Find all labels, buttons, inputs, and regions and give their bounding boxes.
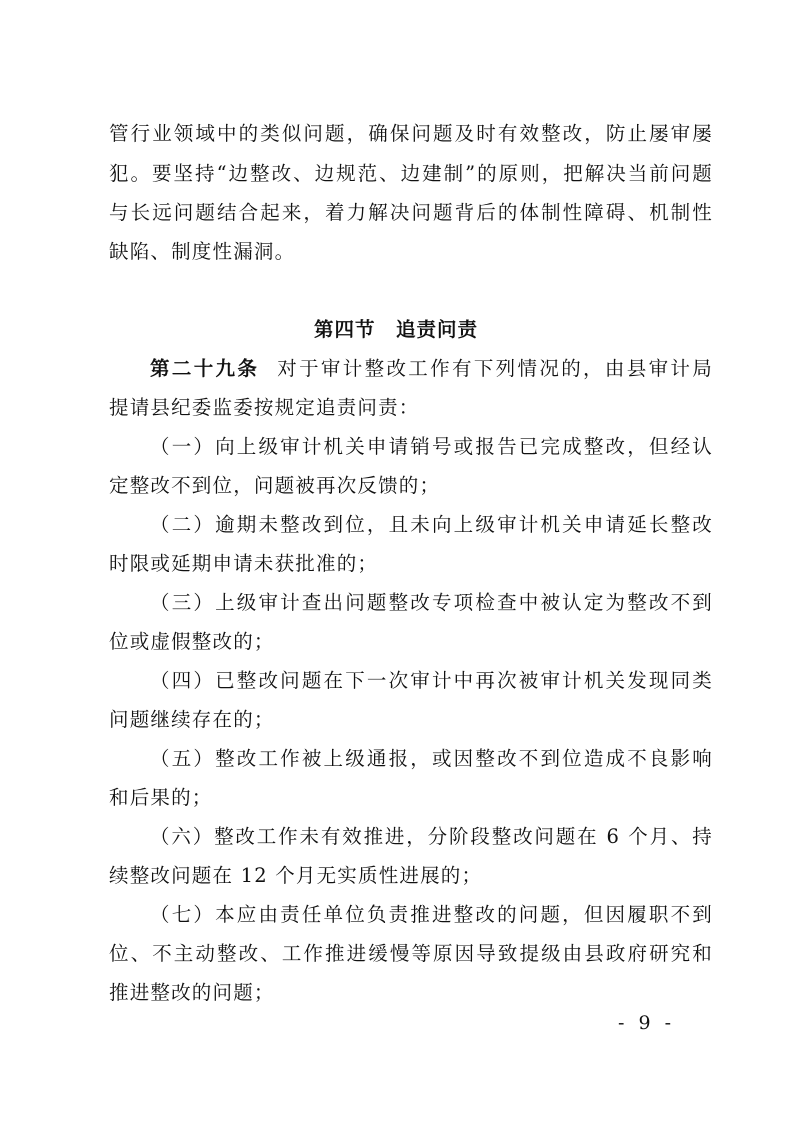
item-1-line-2: 定整改不到位，问题被再次反馈的；: [109, 474, 441, 497]
item-7-line-1: （七）本应由责任单位负责推进整改的问题，但因履职不到: [150, 903, 713, 926]
article-line-1-text: 对于审计整改工作有下列情况的，由县审计局: [277, 357, 713, 380]
item-6-line-2: 续整改问题在 12 个月无实质性进展的；: [109, 864, 483, 887]
article-line-2: 提请县纪委监委按规定追责问责：: [109, 396, 420, 419]
intro-line-1: 管行业领域中的类似问题，确保问题及时有效整改，防止屡审屡: [109, 122, 713, 145]
item-3-line-2: 位或虚假整改的；: [109, 630, 275, 653]
item-6-line-1: （六）整改工作未有效推进，分阶段整改问题在 6 个月、持: [150, 825, 713, 848]
item-5-line-2: 和后果的；: [109, 786, 213, 809]
item-2-line-2: 时限或延期申请未获批准的；: [109, 552, 379, 575]
item-3-line-1: （三）上级审计查出问题整改专项检查中被认定为整改不到: [150, 591, 713, 614]
article-line-1: [150, 355, 713, 383]
intro-line-2: 犯。要坚持“边整改、边规范、边建制”的原则，把解决当前问题: [109, 162, 713, 185]
item-5-line-1: （五）整改工作被上级通报，或因整改不到位造成不良影响: [150, 747, 713, 770]
item-2-line-1: （二）逾期未整改到位，且未向上级审计机关申请延长整改: [150, 513, 713, 536]
intro-line-4: 缺陷、制度性漏洞。: [109, 240, 296, 263]
item-7-line-3: 推进整改的问题；: [109, 981, 275, 1004]
article-title: 第二十九条: [150, 357, 260, 380]
item-7-line-2: 位、不主动整改、工作推进缓慢等原因导致提级由县政府研究和: [109, 942, 713, 965]
intro-line-3: 与长远问题结合起来，着力解决问题背后的体制性障碍、机制性: [109, 201, 713, 224]
page-number: - 9 -: [618, 1012, 676, 1034]
item-4-line-1: （四）已整改问题在下一次审计中再次被审计机关发现同类: [150, 669, 713, 692]
item-4-line-2: 问题继续存在的；: [109, 708, 275, 731]
section-heading: 第四节 追责问责: [313, 318, 478, 341]
item-1-line-1: （一）向上级审计机关申请销号或报告已完成整改，但经认: [150, 435, 713, 458]
